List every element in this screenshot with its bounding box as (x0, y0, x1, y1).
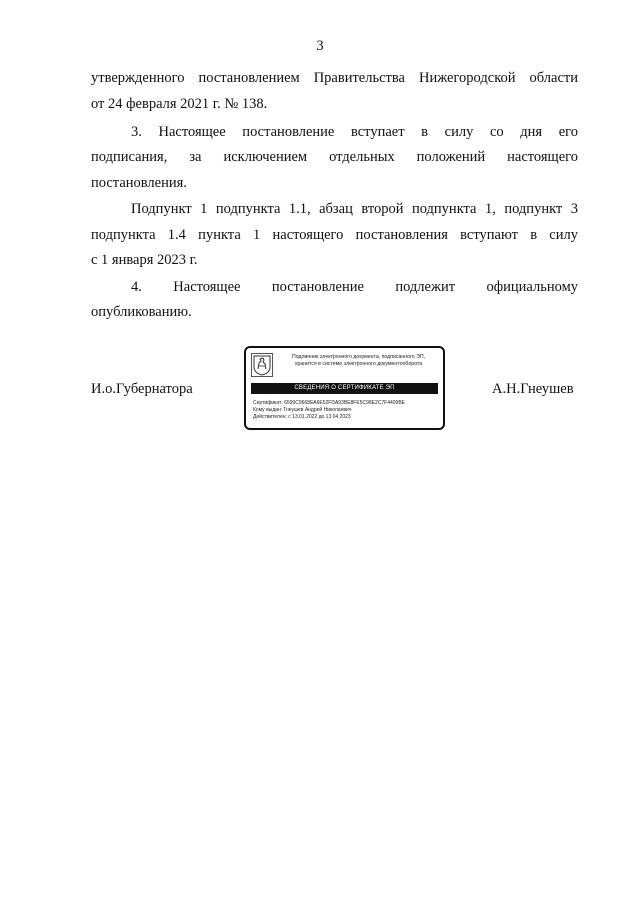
coat-of-arms-icon (251, 353, 273, 377)
body-line-4: подписания, за исключением отдельных положений настоящего (91, 149, 578, 165)
certificate-validity: Действителен: с 13.01.2022 до 13.04.2023 (253, 414, 351, 420)
stamp-storage-note (276, 354, 441, 368)
body-line-6: Подпункт 1 подпункта 1.1, абзац второй подпункта 1, подпункт 3 (131, 201, 578, 217)
signatory-title: И.о.Губернатора (91, 381, 193, 397)
body-line-9: 4. Настоящее постановление подлежит официальному (131, 279, 578, 295)
body-line-10: опубликованию. (91, 304, 192, 320)
storage-note-line-1: Подлинник электронного документа, подписанного ЭП, (291, 354, 425, 360)
signatory-name: А.Н.Гнеушев (492, 381, 574, 397)
body-line-3: 3. Настоящее постановление вступает в силу со дня его (131, 124, 578, 140)
storage-note-line-2: хранится в системе электронного документооборота (294, 361, 423, 367)
page-number: 3 (316, 38, 324, 54)
body-line-8: с 1 января 2023 г. (91, 252, 198, 268)
body-line-5: постановления. (91, 175, 187, 191)
body-line-1: утвержденного постановлением Правительства Нижегородской области (91, 70, 578, 86)
certificate-serial: Сертификат: 6599С9668ЕА6Е52FDA93ВЕ8FЕ5С98Е2С7F4409ВЕ (253, 400, 406, 406)
certificate-banner: СВЕДЕНИЯ О СЕРТИФИКАТЕ ЭП (251, 383, 438, 394)
body-line-2: от 24 февраля 2021 г. № 138. (91, 96, 268, 112)
e-signature-stamp (244, 346, 445, 430)
certificate-owner: Кому выдан: Гнеушев Андрей Николаевич (253, 407, 352, 413)
body-line-7: подпункта 1.4 пункта 1 настоящего постановления вступают в силу (91, 227, 578, 243)
